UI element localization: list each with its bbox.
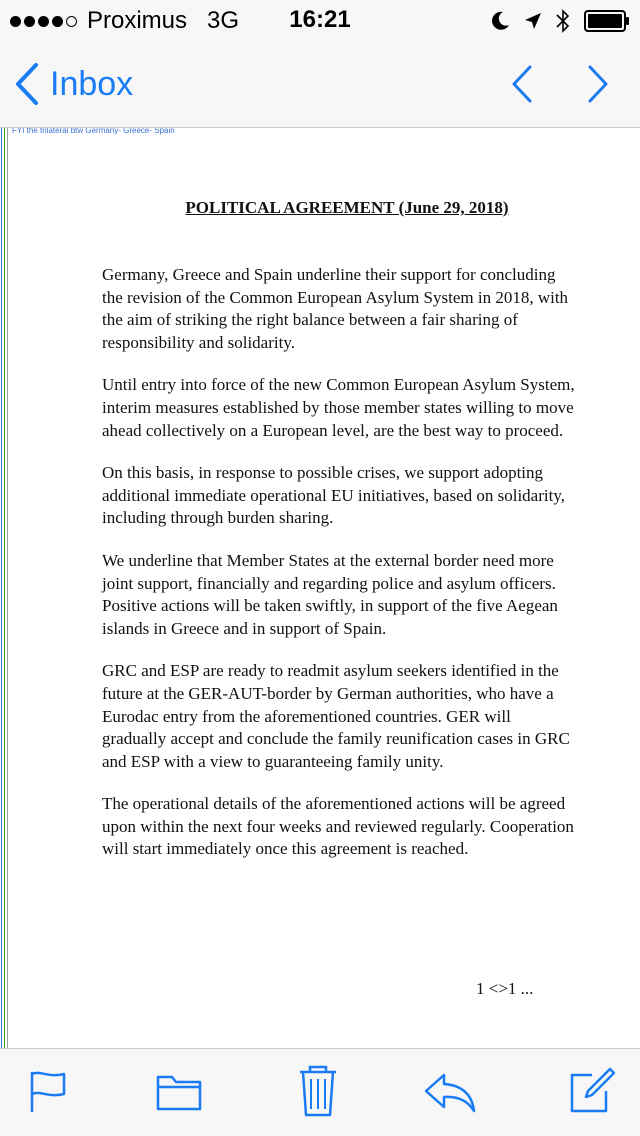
chevron-right-icon bbox=[586, 64, 610, 104]
back-to-inbox-button[interactable] bbox=[14, 62, 133, 106]
moon-icon bbox=[492, 11, 510, 31]
delete-button[interactable] bbox=[298, 1065, 338, 1122]
subject-preview: FYI the trilateral btw Germany- Greece- Spain bbox=[12, 128, 175, 135]
compose-button[interactable] bbox=[568, 1067, 616, 1120]
carrier-name: Proximus bbox=[87, 7, 188, 34]
back-label: Inbox bbox=[50, 64, 134, 103]
bluetooth-icon bbox=[556, 9, 570, 33]
status-time: 16:21 bbox=[289, 6, 351, 33]
next-message-button[interactable] bbox=[586, 64, 610, 109]
flag-icon bbox=[28, 1069, 68, 1113]
paragraph: We underline that Member States at the external border need more joint support, financially and regarding police and asylum officers. Positive actions will be taken swiftly, in support of the five Aegean islands in Greece and in support of Spain. bbox=[102, 550, 558, 638]
paragraph: The operational details of the aforementioned actions will be agreed upon within the next four weeks and reviewed regularly. Cooperation will start immediately once this agreement is reached. bbox=[102, 794, 574, 859]
paragraph: Germany, Greece and Spain underline their support for concluding the revision of the Common European Asylum System in 2018, with the aim of striking the right balance between a fair sharing of responsibility and solidarity. bbox=[102, 265, 569, 352]
chevron-left-icon bbox=[14, 62, 40, 106]
attachment-document bbox=[98, 198, 578, 881]
paragraph: On this basis, in response to possible crises, we support adopting additional immediate operational EU initiatives, based on solidarity, including through burden sharing. bbox=[102, 463, 565, 528]
status-bar bbox=[0, 0, 640, 40]
folder-icon bbox=[156, 1069, 202, 1113]
quote-bars bbox=[0, 128, 10, 1048]
network-type: 3G bbox=[207, 7, 240, 34]
paragraph: GRC and ESP are ready to readmit asylum seekers identified in the future at the GER-AUT-border by German authorities, who have a Eurodac entry from the aforementioned countries. GER will gradually accept and conclude the family reunification cases in GRC and ESP with a view to guaranteeing family unity. bbox=[102, 661, 570, 771]
chevron-left-icon bbox=[510, 64, 534, 104]
trash-icon bbox=[298, 1065, 338, 1117]
reply-button[interactable] bbox=[424, 1069, 476, 1118]
move-to-folder-button[interactable] bbox=[156, 1069, 202, 1118]
page-number: 1 <>1 ... bbox=[476, 979, 534, 998]
battery-icon bbox=[584, 10, 630, 32]
navigation-bar bbox=[0, 40, 640, 128]
previous-message-button[interactable] bbox=[510, 64, 534, 109]
document-title: POLITICAL AGREEMENT (June 29, 2018) bbox=[185, 198, 509, 217]
bottom-toolbar bbox=[0, 1048, 640, 1136]
location-arrow-icon bbox=[524, 12, 542, 30]
compose-icon bbox=[568, 1067, 616, 1115]
paragraph: Until entry into force of the new Common European Asylum System, interim measures established by those member states willing to move ahead collectively on a European level, are the best way to proceed. bbox=[102, 375, 575, 440]
status-right bbox=[492, 6, 630, 36]
reply-icon bbox=[424, 1069, 476, 1113]
message-body[interactable] bbox=[0, 128, 640, 1048]
flag-button[interactable] bbox=[28, 1069, 68, 1118]
